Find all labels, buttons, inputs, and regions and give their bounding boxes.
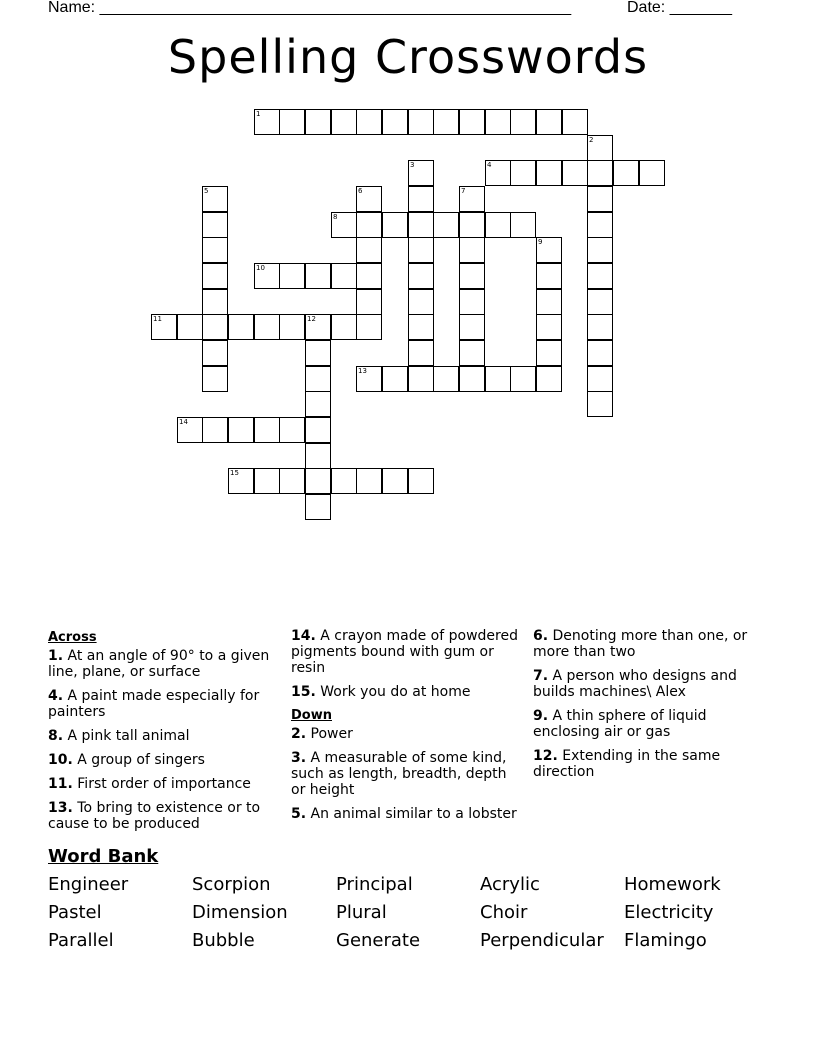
crossword-cell[interactable]	[305, 494, 331, 520]
crossword-cell[interactable]	[536, 366, 562, 392]
crossword-cell[interactable]	[356, 289, 382, 315]
crossword-cell[interactable]	[408, 212, 434, 238]
word-bank-heading: Word Bank	[48, 846, 159, 867]
crossword-cell[interactable]	[356, 109, 382, 135]
crossword-cell[interactable]	[536, 340, 562, 366]
crossword-cell[interactable]	[587, 391, 613, 417]
crossword-cell[interactable]	[587, 212, 613, 238]
clue-down-2: 2. Power	[291, 726, 353, 742]
word-bank-word: Dimension	[192, 902, 288, 923]
crossword-cell[interactable]	[408, 289, 434, 315]
crossword-cell[interactable]	[459, 340, 485, 366]
crossword-cell[interactable]	[536, 263, 562, 289]
word-bank-word: Perpendicular	[480, 930, 604, 951]
crossword-cell[interactable]	[356, 263, 382, 289]
crossword-cell[interactable]	[587, 160, 613, 186]
clue-number-label: 12	[307, 315, 316, 323]
crossword-cell[interactable]	[202, 340, 228, 366]
crossword-cell[interactable]	[356, 212, 382, 238]
clue-number-label: 7	[461, 187, 466, 195]
clue-down-12: 12. Extending in the same direction	[533, 748, 721, 780]
crossword-cell[interactable]	[202, 212, 228, 238]
crossword-cell[interactable]	[279, 314, 305, 340]
word-bank-word: Electricity	[624, 902, 714, 923]
crossword-cell[interactable]	[356, 468, 382, 494]
clue-down-6: 6. Denoting more than one, or more than two	[533, 628, 748, 660]
clue-across-15: 15. Work you do at home	[291, 684, 471, 700]
word-bank-word: Bubble	[192, 930, 255, 951]
crossword-cell[interactable]	[305, 443, 331, 469]
clue-across-14: 14. A crayon made of powdered pigments bound with gum or resin	[291, 628, 518, 676]
word-bank-word: Pastel	[48, 902, 102, 923]
crossword-cell[interactable]	[408, 263, 434, 289]
clue-down-5: 5. An animal similar to a lobster	[291, 806, 517, 822]
crossword-cell[interactable]	[587, 314, 613, 340]
clue-down-9: 9. A thin sphere of liquid enclosing air or gas	[533, 708, 707, 740]
crossword-cell[interactable]	[587, 186, 613, 212]
crossword-cell[interactable]	[202, 289, 228, 315]
crossword-cell[interactable]	[459, 237, 485, 263]
crossword-cell[interactable]	[408, 366, 434, 392]
clue-number-label: 4	[487, 161, 492, 169]
clue-down-7: 7. A person who designs and builds machines\ Alex	[533, 668, 737, 700]
crossword-cell[interactable]	[433, 366, 459, 392]
word-bank-word: Engineer	[48, 874, 129, 895]
crossword-cell[interactable]	[459, 366, 485, 392]
crossword-cell[interactable]	[228, 314, 254, 340]
clue-column-1	[48, 628, 280, 840]
crossword-cell[interactable]	[408, 186, 434, 212]
crossword-cell[interactable]	[202, 263, 228, 289]
word-bank-word: Flamingo	[624, 930, 707, 951]
crossword-cell[interactable]	[254, 417, 280, 443]
crossword-cell[interactable]	[382, 468, 408, 494]
crossword-cell[interactable]	[382, 212, 408, 238]
word-bank-word: Acrylic	[480, 874, 540, 895]
crossword-cell[interactable]	[536, 109, 562, 135]
word-bank-word: Parallel	[48, 930, 114, 951]
crossword-cell[interactable]	[331, 468, 357, 494]
crossword-cell[interactable]	[485, 212, 511, 238]
crossword-cell[interactable]	[279, 263, 305, 289]
word-bank-word: Scorpion	[192, 874, 271, 895]
word-bank-word: Generate	[336, 930, 421, 951]
crossword-cell[interactable]	[510, 212, 536, 238]
crossword-cell[interactable]	[408, 314, 434, 340]
date-field-label: Date: _______	[627, 0, 732, 16]
crossword-cell[interactable]	[279, 109, 305, 135]
clue-number-label: 6	[358, 187, 363, 195]
page-title: Spelling Crosswords	[167, 30, 649, 84]
crossword-cell[interactable]	[459, 314, 485, 340]
crossword-cell[interactable]	[356, 237, 382, 263]
crossword-cell[interactable]	[331, 263, 357, 289]
word-bank-word: Plural	[336, 902, 387, 923]
clue-down-3: 3. A measurable of some kind, such as length, breadth, depth or height	[291, 750, 507, 798]
crossword-cell[interactable]	[305, 366, 331, 392]
crossword-cell[interactable]	[331, 314, 357, 340]
crossword-cell[interactable]	[331, 109, 357, 135]
crossword-cell[interactable]	[305, 391, 331, 417]
crossword-cell[interactable]	[536, 289, 562, 315]
crossword-cell[interactable]	[254, 314, 280, 340]
crossword-cell[interactable]	[305, 340, 331, 366]
crossword-cell[interactable]	[382, 109, 408, 135]
crossword-cell[interactable]	[459, 212, 485, 238]
crossword-cell[interactable]	[202, 314, 228, 340]
crossword-cell[interactable]	[177, 314, 203, 340]
clue-number-label: 11	[153, 315, 162, 323]
crossword-cell[interactable]	[433, 212, 459, 238]
crossword-cell[interactable]	[562, 160, 588, 186]
crossword-cell[interactable]	[536, 160, 562, 186]
crossword-cell[interactable]	[587, 263, 613, 289]
crossword-cell[interactable]	[408, 340, 434, 366]
crossword-cell[interactable]	[202, 366, 228, 392]
crossword-cell[interactable]	[510, 160, 536, 186]
word-bank-word: Homework	[624, 874, 721, 895]
crossword-cell[interactable]	[459, 109, 485, 135]
clue-number-label: 13	[358, 367, 367, 375]
crossword-cell[interactable]	[562, 109, 588, 135]
crossword-cell[interactable]	[305, 417, 331, 443]
crossword-cell[interactable]	[356, 314, 382, 340]
crossword-cell[interactable]	[587, 366, 613, 392]
clue-across-13: 13. To bring to existence or to cause to be produced	[48, 800, 261, 832]
crossword-cell[interactable]	[536, 314, 562, 340]
crossword-cell[interactable]	[485, 366, 511, 392]
clue-number-label: 1	[256, 110, 261, 118]
clue-number-label: 14	[179, 418, 188, 426]
crossword-cell[interactable]	[279, 417, 305, 443]
crossword-cell[interactable]	[485, 109, 511, 135]
crossword-cell[interactable]	[305, 109, 331, 135]
crossword-cell[interactable]	[408, 237, 434, 263]
crossword-cell[interactable]	[254, 468, 280, 494]
crossword-cell[interactable]	[202, 237, 228, 263]
crossword-cell[interactable]	[433, 109, 459, 135]
clue-number-label: 9	[538, 238, 543, 246]
clue-column-2	[291, 628, 523, 830]
crossword-cell[interactable]	[305, 468, 331, 494]
clue-across-8: 8. A pink tall animal	[48, 728, 190, 744]
crossword-cell[interactable]	[228, 417, 254, 443]
crossword-cell[interactable]	[459, 289, 485, 315]
word-bank-word: Principal	[336, 874, 413, 895]
crossword-cell[interactable]	[382, 366, 408, 392]
crossword-cell[interactable]	[202, 417, 228, 443]
clue-number-label: 10	[256, 264, 265, 272]
clue-number-label: 3	[410, 161, 415, 169]
clue-number-label: 15	[230, 469, 239, 477]
crossword-cell[interactable]	[510, 366, 536, 392]
clue-column-3	[533, 628, 765, 788]
crossword-cell[interactable]	[408, 109, 434, 135]
crossword-cell[interactable]	[408, 468, 434, 494]
crossword-cell[interactable]	[587, 289, 613, 315]
clue-across-11: 11. First order of importance	[48, 776, 251, 792]
down-heading: Down	[291, 708, 332, 723]
crossword-cell[interactable]	[510, 109, 536, 135]
clue-number-label: 5	[204, 187, 209, 195]
crossword-cell[interactable]	[305, 263, 331, 289]
clue-number-label: 8	[333, 213, 338, 221]
clue-across-1: 1. At an angle of 90° to a given line, plane, or surface	[48, 648, 270, 680]
crossword-cell[interactable]	[587, 237, 613, 263]
clue-across-10: 10. A group of singers	[48, 752, 205, 768]
clue-number-label: 2	[589, 136, 594, 144]
crossword-cell[interactable]	[639, 160, 665, 186]
name-field-label: Name: _____________________________________________________	[48, 0, 572, 16]
crossword-cell[interactable]	[279, 468, 305, 494]
crossword-cell[interactable]	[459, 263, 485, 289]
crossword-cell[interactable]	[587, 340, 613, 366]
across-heading: Across	[48, 630, 97, 645]
word-bank-word: Choir	[480, 902, 528, 923]
crossword-cell[interactable]	[613, 160, 639, 186]
clue-across-4: 4. A paint made especially for painters	[48, 688, 260, 720]
